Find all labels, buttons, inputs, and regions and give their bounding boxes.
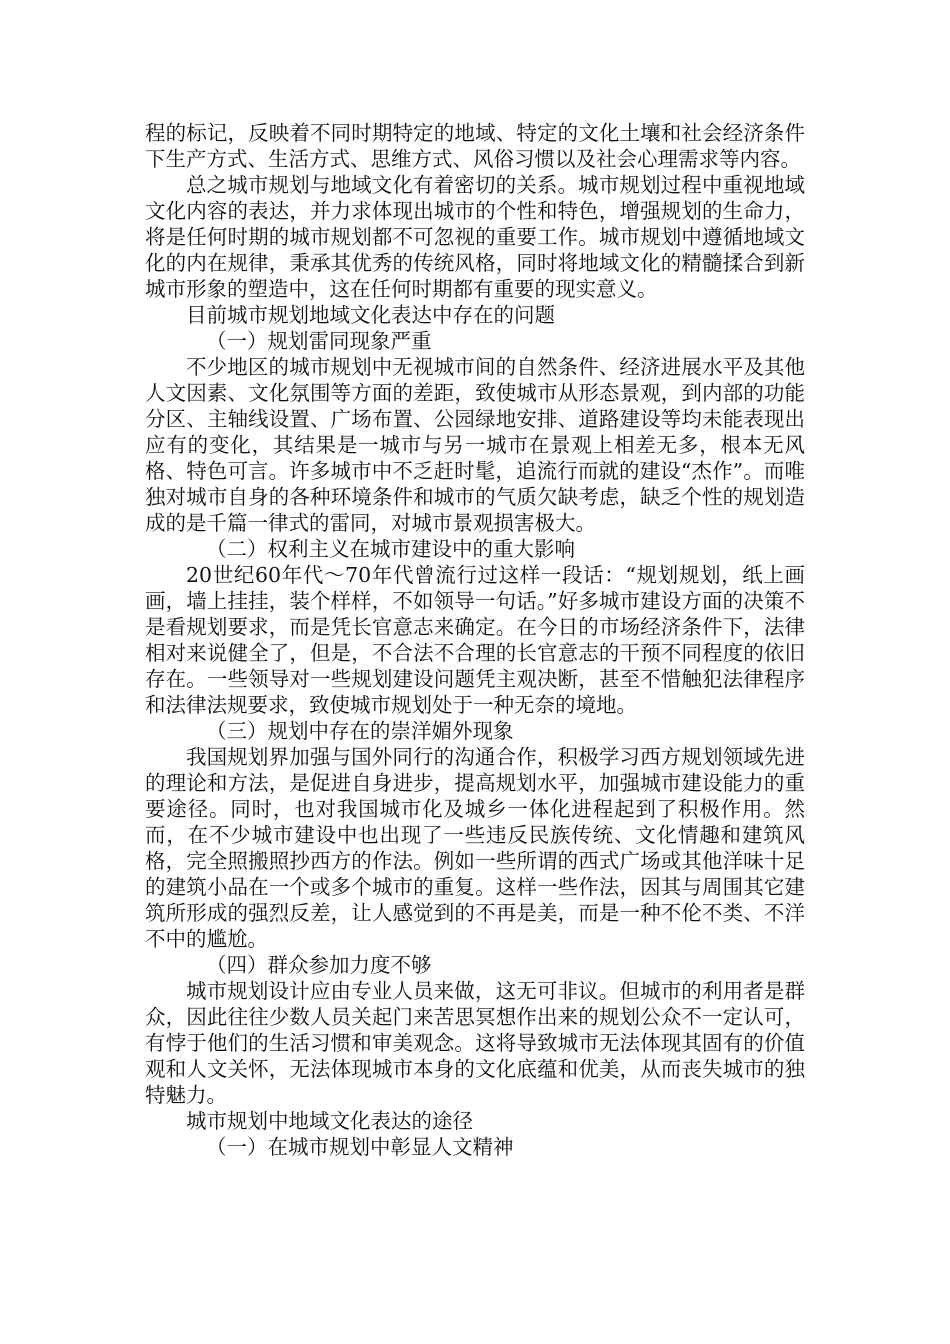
paragraph-power: 20世纪60年代～70年代曾流行过这样一段话：“规划规划，纸上画画，墙上挂挂，装个样样，不如领导一句话。”好多城市建设方面的决策不是看规划要求，而是凭长官意志来确定。在今日的市场经济条件下，法律相对来说健全了，但是，不合法不合理的长官意志的干预不同程度的依旧存在。一些领导对一些规划建设问题凭主观决断，甚至不惜触犯法律程序和法律法规要求，致使城市规划处于一种无奈的境地。	[145, 563, 805, 717]
paragraph-continuation: 程的标记，反映着不同时期特定的地域、特定的文化土壤和社会经济条件下生产方式、生活方式、思维方式、风俗习惯以及社会心理需求等内容。	[145, 121, 805, 171]
section-heading-problems: 目前城市规划地域文化表达中存在的问题	[186, 303, 555, 327]
paragraph-similarity: 不少地区的城市规划中无视城市间的自然条件、经济进展水平及其他人文因素、文化氛围等方面的差距，致使城市从形态景观，到内部的功能分区、主轴线设置、广场布置、公园绿地安排、道路建设等均未能表现出应有的变化，其结果是一城市与另一城市在景观上相差无多，根本无风格、特色可言。许多城市中不乏赶时髦，追流行而就的建设“杰作”。而唯独对城市自身的各种环境条件和城市的气质欠缺考虑，缺乏个性的规划造成的是千篇一律式的雷同，对城市景观损害极大。	[145, 355, 805, 535]
subheading-1: （一）规划雷同现象严重	[206, 329, 432, 353]
paragraph-summary: 总之城市规划与地域文化有着密切的关系。城市规划过程中重视地域文化内容的表达，并力求体现出城市的个性和特色，增强规划的生命力，将是任何时期的城市规划都不可忽视的重要工作。城市规划中遵循地域文化的内在规律，秉承其优秀的传统风格，同时将地域文化的精髓揉合到新城市形象的塑造中，这在任何时期都有重要的现实意义。	[145, 173, 805, 301]
subheading-3: （三）规划中存在的崇洋媚外现象	[206, 719, 514, 743]
subheading-approach-1: （一）在城市规划中彰显人文精神	[206, 1135, 514, 1159]
subheading-4: （四）群众参加力度不够	[206, 953, 432, 977]
paragraph-participation: 城市规划设计应由专业人员来做，这无可非议。但城市的利用者是群众，因此往往少数人员关起门来苦思冥想作出来的规划公众不一定认可，有悖于他们的生活习惯和审美观念。这将导致城市无法体现其固有的价值观和人文关怀，无法体现城市本身的文化底蕴和优美，从而丧失城市的独特魅力。	[145, 979, 805, 1107]
subheading-2: （二）权利主义在城市建设中的重大影响	[206, 537, 575, 561]
document-body	[145, 120, 805, 1160]
section-heading-approaches: 城市规划中地域文化表达的途径	[186, 1109, 473, 1133]
paragraph-foreign: 我国规划界加强与国外同行的沟通合作，积极学习西方规划领域先进的理论和方法，是促进自身进步，提高规划水平，加强城市建设能力的重要途径。同时，也对我国城市化及城乡一体化进程起到了积极作用。然而，在不少城市建设中也出现了一些违反民族传统、文化情趣和建筑风格，完全照搬照抄西方的作法。例如一些所谓的西式广场或其他洋味十足的建筑小品在一个或多个城市的重复。这样一些作法，因其与周围其它建筑所形成的强烈反差，让人感觉到的不再是美，而是一种不伦不类、不洋不中的尴尬。	[145, 745, 805, 951]
